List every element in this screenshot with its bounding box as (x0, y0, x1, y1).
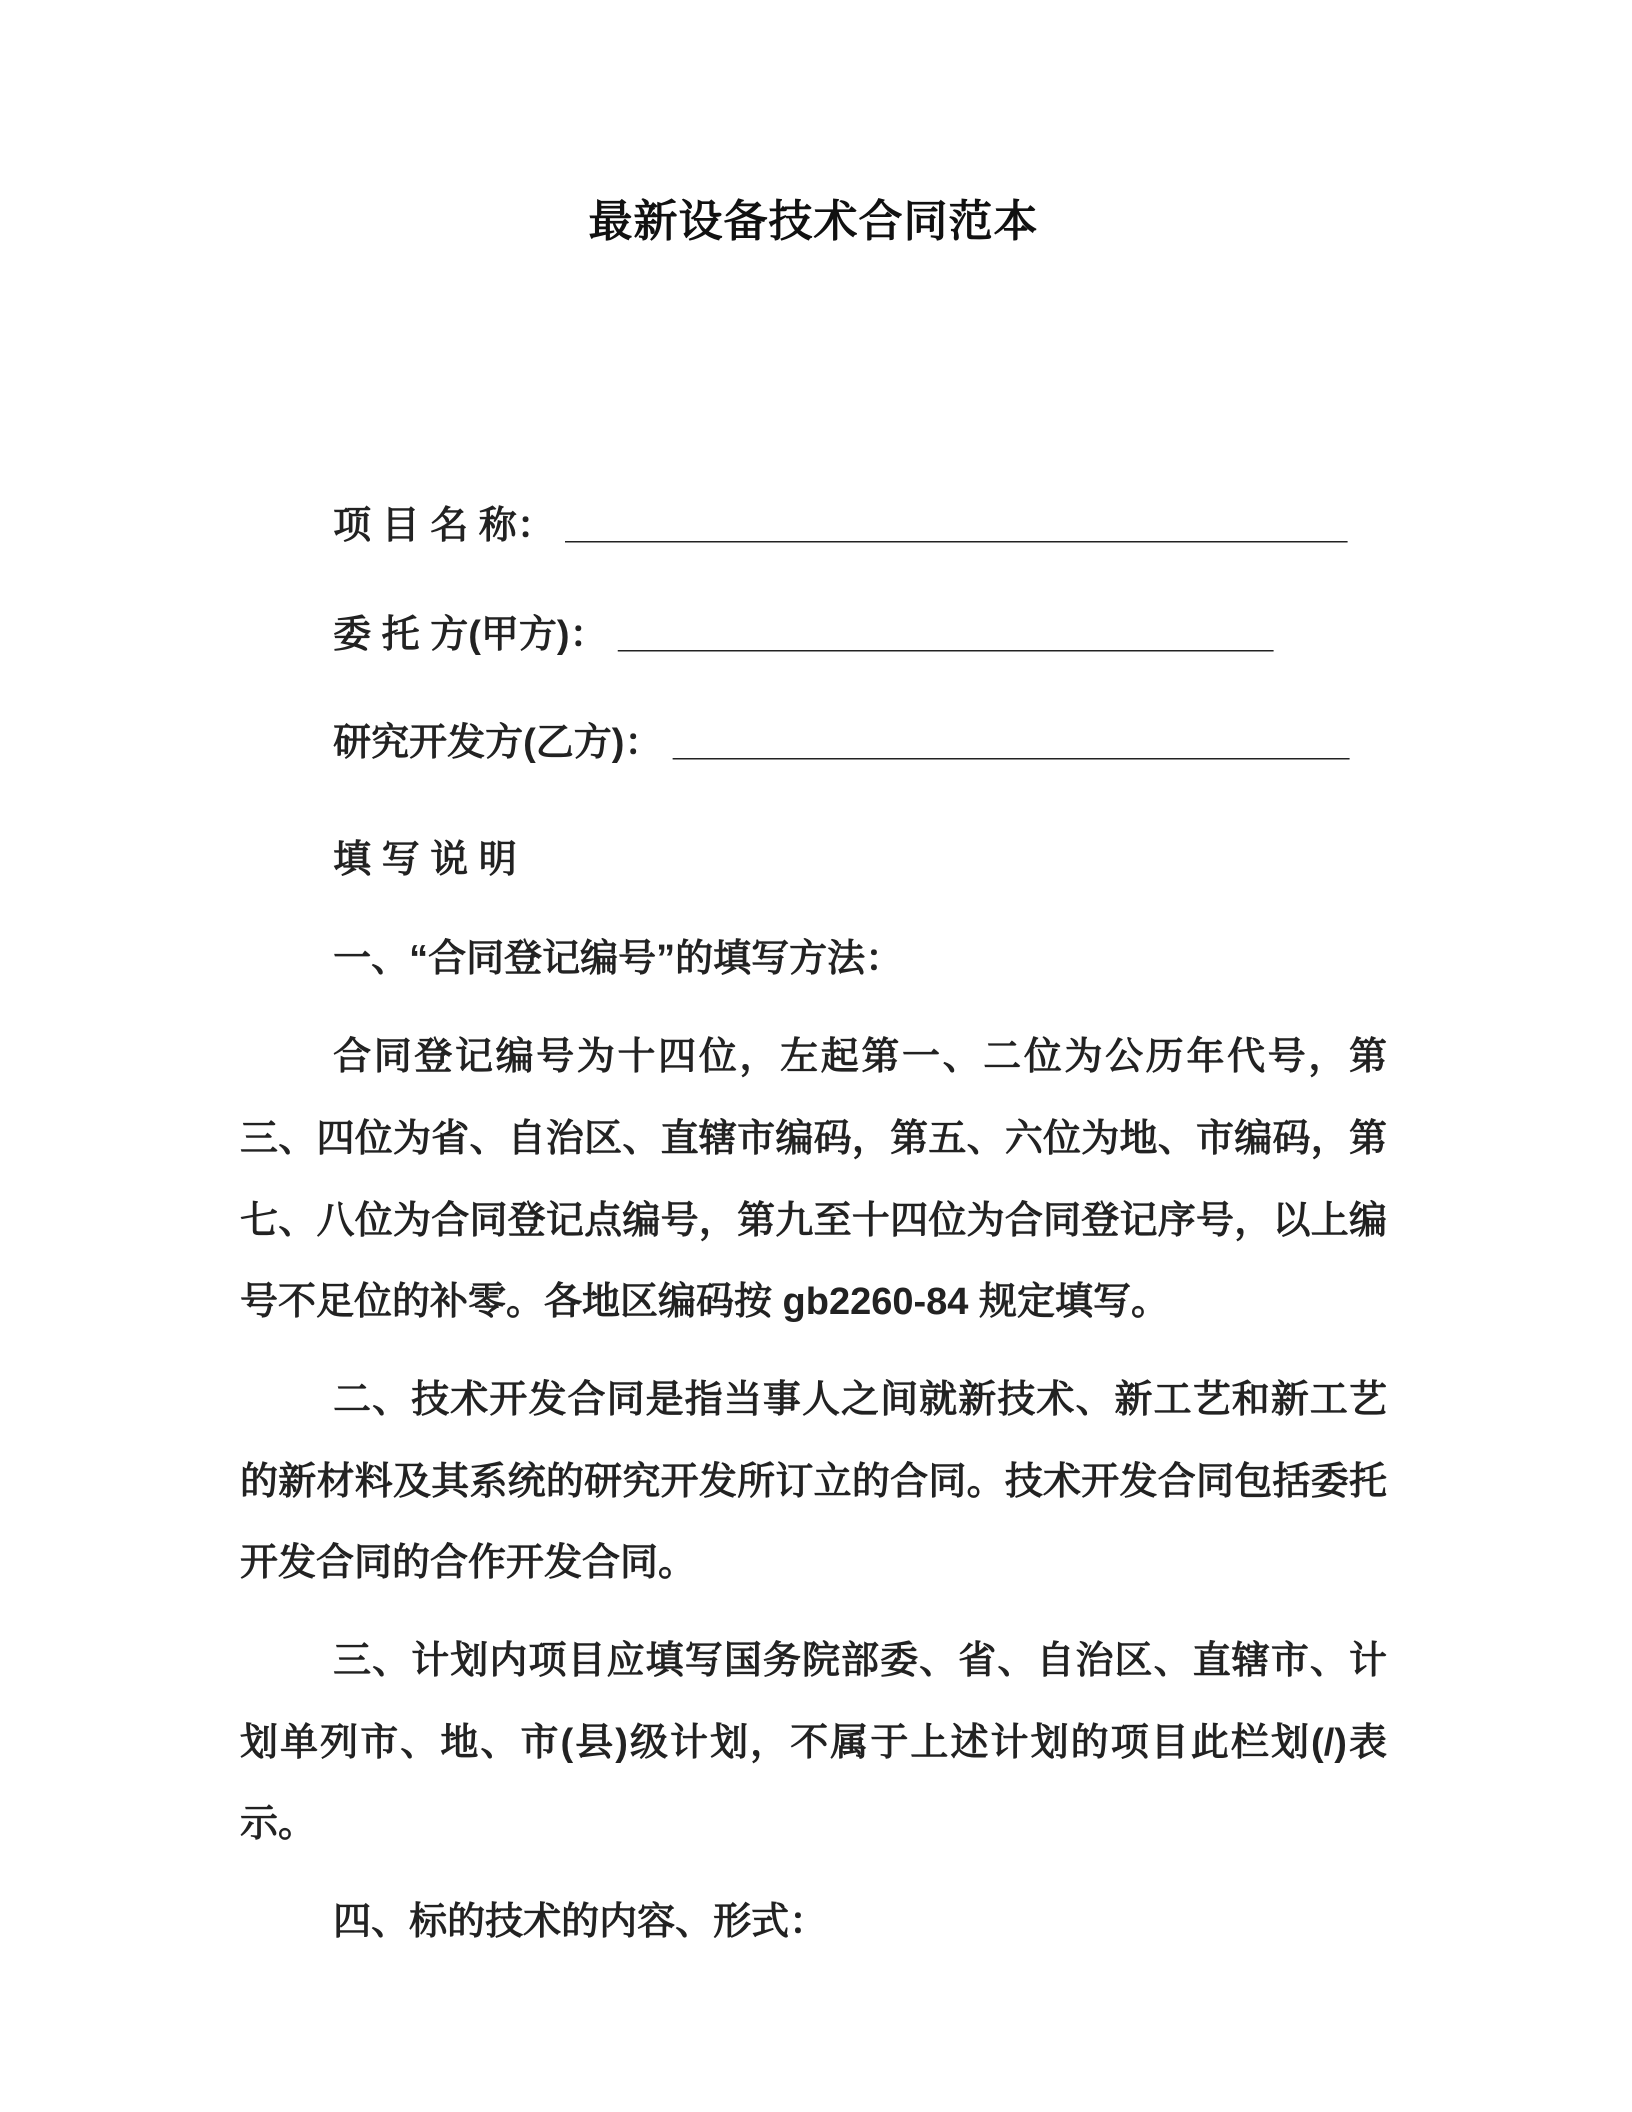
field-entrusting-party (240, 603, 1387, 668)
paragraph-item-2: 二、技术开发合同是指当事人之间就新技术、新工艺和新工艺的新材料及其系统的研究开发所订立的合同。技术开发合同包括委托开发合同的合作开发合同。 (240, 1378, 1387, 1585)
section-heading-filling-instructions: 填 写 说 明 (333, 838, 517, 881)
paragraph-item-3: 三、计划内项目应填写国务院部委、省、自治区、直辖市、计划单列市、地、市(县)级计划，不属于上述计划的项目此栏划(/)表示。 (240, 1639, 1387, 1846)
field-entrusting-party-blank-line: _______________________________ (618, 613, 1274, 656)
document-body (240, 494, 1387, 1964)
field-research-developer-blank-line: ________________________________ (672, 722, 1350, 765)
field-entrusting-party-label: 委 托 方(甲方)： (333, 613, 608, 656)
paragraph-item-1-heading: 一、“合同登记编号”的填写方法： (333, 938, 904, 981)
field-research-developer (240, 711, 1387, 776)
paragraph-item-1-body: 合同登记编号为十四位，左起第一、二位为公历年代号，第三、四位为省、自治区、直辖市编码，第五、六位为地、市编码，第七、八位为合同登记点编号，第九至十四位为合同登记序号，以上编号不足位的补零。各地区编码按 gb2260-84 规定填写。 (240, 1036, 1387, 1324)
field-project-name-label: 项 目 名 称： (333, 505, 555, 547)
paragraph-item-4: 四、标的技术的内容、形式： (333, 1901, 828, 1944)
field-project-name-blank-line: _____________________________________ (565, 505, 1348, 547)
field-research-developer-label: 研究开发方(乙方)： (333, 722, 663, 765)
document-title: 最新设备技术合同范本 (588, 197, 1039, 246)
field-project-name (240, 494, 1387, 559)
